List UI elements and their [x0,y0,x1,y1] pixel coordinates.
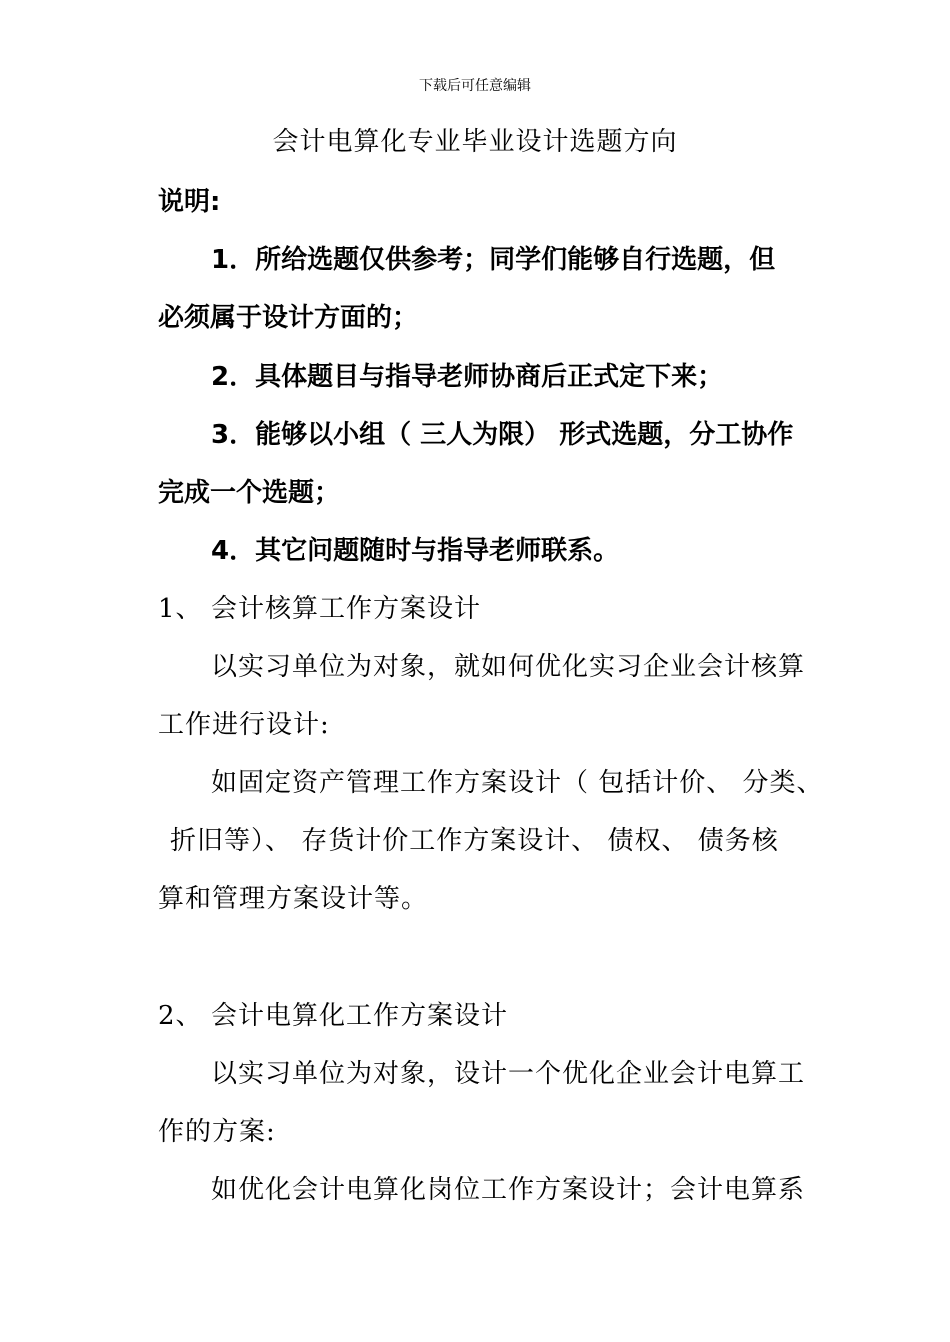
note-item-4: 4．其它问题随时与指导老师联系。 [211,536,620,566]
note-item-3-line-2: 完成一个选题； [158,478,341,508]
topic-2-number: 2、 [158,1001,203,1031]
document-title: 会计电算化专业毕业设计选题方向 [272,127,678,157]
topic-2-example-line-1: 如优化会计电算化岗位工作方案设计；会计电算系 [211,1175,806,1205]
note-item-3-line-1: 3．能够以小组（ 三人为限） 形式选题，分工协作 [211,420,794,450]
note-item-2: 2．具体题目与指导老师协商后正式定下来； [211,362,724,392]
topic-1-example-line-2: 折旧等）、 存货计价工作方案设计、 债权、 债务核 [170,826,779,856]
header-note: 下载后可任意编辑 [419,78,531,94]
notes-heading: 说明: [158,187,221,217]
topic-1-desc-line-1: 以实习单位为对象，就如何优化实习企业会计核算 [211,652,806,682]
topic-1-example-line-3: 算和管理方案设计等。 [158,884,429,914]
topic-1-title: 会计核算工作方案设计 [211,594,482,624]
topic-1-example-line-1: 如固定资产管理工作方案设计（ 包括计价、 分类、 [211,768,824,798]
topic-2-desc-line-1: 以实习单位为对象，设计一个优化企业会计电算工 [211,1059,806,1089]
topic-2-title: 会计电算化工作方案设计 [211,1001,509,1031]
note-item-1-line-2: 必须属于设计方面的； [158,303,419,333]
topic-2-desc-line-2: 作的方案: [158,1117,276,1147]
topic-1-desc-line-2: 工作进行设计: [158,710,330,740]
note-item-1-line-1: 1．所给选题仅供参考；同学们能够自行选题，但 [211,245,776,275]
topic-1-number: 1、 [158,594,203,624]
